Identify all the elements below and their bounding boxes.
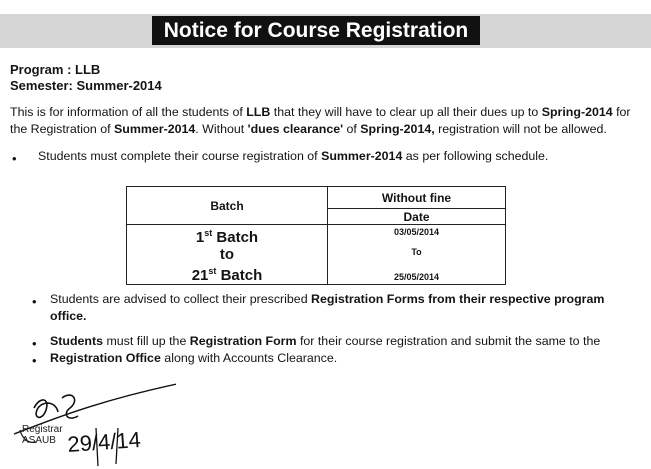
bullet-dot: •	[32, 336, 37, 351]
notice-title: Notice for Course Registration	[152, 16, 480, 45]
header-date: Date	[328, 209, 506, 225]
date-range-cell	[328, 225, 506, 285]
date-end: 25/05/2014	[393, 272, 440, 282]
bullet-office-text: Registration Office along with Accounts Clearance.	[50, 351, 338, 365]
bullet-dot: •	[12, 151, 17, 166]
header-batch: Batch	[127, 187, 328, 225]
program-line: Program : LLB	[10, 62, 101, 77]
bullet-dot: •	[32, 353, 37, 368]
header-without-fine: Without fine	[328, 187, 506, 209]
schedule-table	[126, 186, 506, 285]
semester-line: Semester: Summer-2014	[10, 78, 162, 93]
bullet-schedule-text: Students must complete their course registration of Summer-2014 as per following schedule.	[38, 149, 549, 163]
batch-range-cell: 1st Batch to 21st Batch	[127, 225, 328, 285]
date-start: 03/05/2014	[393, 227, 440, 237]
handwritten-date: 29/4/14	[66, 426, 142, 457]
bullet-dot: •	[32, 294, 37, 309]
handwritten-signature	[6, 378, 176, 466]
registrar-label: Registrar ASAUB	[22, 424, 63, 446]
intro-paragraph: This is for information of all the students of LLB that they will have to clear up all their dues up to Spring-2014 for the Registration of Summer-2014. Without 'dues clearance' of Spring-2014, registration will not be allowed.	[10, 105, 631, 136]
date-to: To	[411, 247, 422, 257]
bullet-submit-text: Students must fill up the Registration Form for their course registration and submit the same to the	[50, 334, 601, 348]
bullet-forms-text: Students are advised to collect their prescribed Registration Forms from their respective program office.	[50, 292, 605, 323]
